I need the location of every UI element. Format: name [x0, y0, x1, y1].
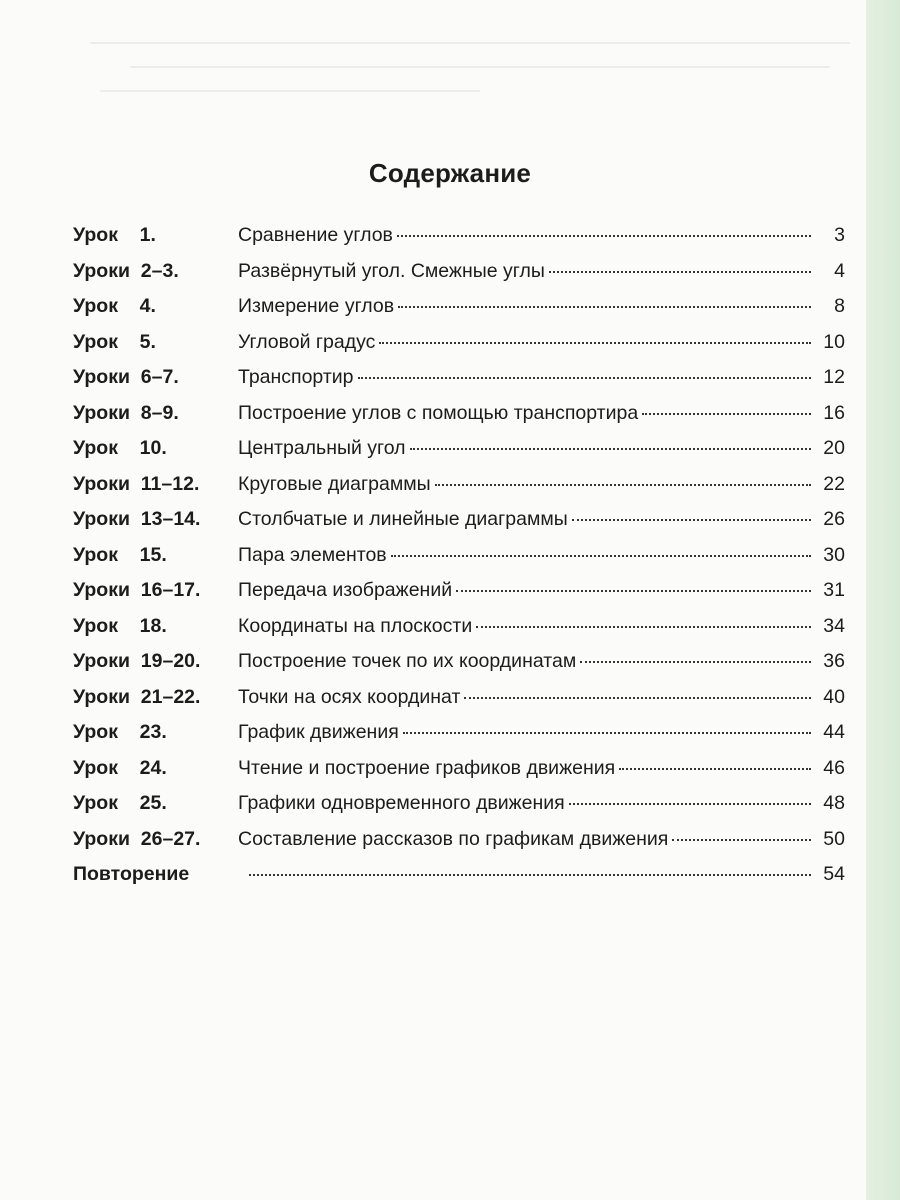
bleed-through-text	[0, 20, 860, 130]
lesson-number: Урок 18.	[73, 614, 167, 637]
page-number: 36	[823, 650, 845, 672]
dot-leader	[464, 697, 811, 699]
toc-entry[interactable]	[73, 579, 845, 615]
lesson-number: Уроки 21–22.	[73, 685, 201, 708]
page-number: 46	[823, 756, 845, 779]
dot-leader	[672, 839, 811, 841]
toc-entry[interactable]	[73, 721, 845, 757]
dot-leader	[456, 590, 811, 592]
lesson-topic-line	[238, 437, 817, 460]
lesson-number: Уроки 6–7.	[73, 366, 179, 388]
lesson-topic-line	[238, 473, 817, 496]
page-number: 44	[823, 721, 845, 743]
toc-entry[interactable]	[73, 437, 845, 473]
lesson-topic: Построение точек по их координатам	[238, 650, 577, 672]
toc-entry[interactable]	[73, 402, 845, 438]
lesson-topic-line	[238, 792, 817, 815]
toc-entry[interactable]	[73, 544, 845, 580]
lesson-number: Уроки 11–12.	[73, 472, 200, 495]
lesson-topic: Измерение углов	[238, 295, 395, 317]
toc-entry[interactable]	[73, 863, 845, 899]
lesson-topic-line	[238, 366, 817, 389]
lesson-topic: Точки на осях координат	[238, 685, 461, 708]
toc-entry[interactable]	[73, 473, 845, 509]
lesson-topic-line	[238, 757, 817, 780]
lesson-topic-line	[245, 878, 817, 880]
lesson-number: Урок 15.	[73, 543, 167, 566]
lesson-topic: Круговые диаграммы	[238, 472, 431, 495]
page-number: 40	[823, 685, 845, 708]
page-number: 16	[823, 401, 845, 424]
dot-leader	[476, 626, 811, 628]
lesson-number: Уроки 2–3.	[73, 259, 179, 282]
lesson-topic-line	[238, 579, 817, 602]
lesson-number: Уроки 13–14.	[73, 508, 201, 530]
dot-leader	[358, 377, 811, 379]
lesson-number: Урок 25.	[73, 792, 167, 814]
dot-leader	[397, 235, 811, 237]
lesson-topic-line	[238, 508, 817, 531]
toc-entry[interactable]	[73, 650, 845, 686]
lesson-topic-line	[238, 615, 817, 638]
toc-entry[interactable]	[73, 260, 845, 296]
page-number: 12	[823, 366, 845, 388]
toc-entry[interactable]	[73, 828, 845, 864]
toc-entry[interactable]	[73, 224, 845, 260]
lesson-topic: Центральный угол	[238, 437, 406, 459]
dot-leader	[398, 306, 811, 308]
lesson-number: Урок 5.	[73, 330, 156, 353]
lesson-topic: Развёрнутый угол. Смежные углы	[238, 259, 545, 282]
dot-leader	[391, 555, 811, 557]
toc-entry[interactable]	[73, 331, 845, 367]
dot-leader	[619, 768, 811, 770]
lesson-topic-line	[238, 295, 817, 318]
page-number: 10	[823, 330, 845, 353]
lesson-number: Уроки 8–9.	[73, 401, 179, 424]
page-number: 20	[823, 437, 845, 459]
page-number: 31	[823, 579, 845, 601]
lesson-topic: Построение углов с помощью транспортира	[238, 401, 639, 424]
dot-leader	[249, 874, 811, 876]
dot-leader	[410, 448, 811, 450]
page-number: 26	[823, 508, 845, 530]
lesson-topic: Чтение и построение графиков движения	[238, 756, 616, 779]
dot-leader	[572, 519, 811, 521]
lesson-topic-line	[238, 721, 817, 744]
toc-entry[interactable]	[73, 757, 845, 793]
page-number: 22	[823, 472, 845, 495]
lesson-number: Повторение	[73, 863, 190, 885]
lesson-number: Урок 23.	[73, 721, 167, 743]
toc-entry[interactable]	[73, 792, 845, 828]
page-number: 30	[823, 543, 845, 566]
dot-leader	[435, 484, 811, 486]
toc-entry[interactable]	[73, 366, 845, 402]
page-number: 50	[823, 827, 845, 850]
lesson-number: Урок 4.	[73, 295, 156, 317]
lesson-number: Уроки 16–17.	[73, 579, 201, 601]
lesson-topic: Графики одновременного движения	[238, 792, 565, 814]
lesson-topic-line	[238, 331, 817, 354]
dot-leader	[580, 661, 811, 663]
dot-leader	[642, 413, 811, 415]
lesson-topic: Пара элементов	[238, 543, 387, 566]
lesson-topic-line	[238, 686, 817, 709]
lesson-topic-line	[238, 402, 817, 425]
page-number: 8	[834, 295, 845, 317]
lesson-topic: Координаты на плоскости	[238, 614, 473, 637]
toc-entry[interactable]	[73, 615, 845, 651]
lesson-topic-line	[238, 828, 817, 851]
lesson-topic: Составление рассказов по графикам движения	[238, 827, 669, 850]
lesson-topic: Сравнение углов	[238, 224, 393, 246]
lesson-number: Уроки 19–20.	[73, 650, 201, 672]
dot-leader	[549, 271, 811, 273]
lesson-topic: Угловой градус	[238, 330, 376, 353]
dot-leader	[569, 803, 811, 805]
lesson-topic: Передача изображений	[238, 579, 453, 601]
page-number: 34	[823, 614, 845, 637]
lesson-number: Урок 1.	[73, 224, 156, 246]
toc-entry[interactable]	[73, 686, 845, 722]
toc-entry[interactable]	[73, 508, 845, 544]
page-number: 4	[834, 259, 845, 282]
page-title: Содержание	[368, 158, 532, 188]
page-number: 54	[823, 863, 845, 885]
page-number: 3	[834, 224, 845, 246]
lesson-topic-line	[238, 260, 817, 283]
table-of-contents	[73, 224, 845, 899]
lesson-topic-line	[238, 650, 817, 673]
toc-entry[interactable]	[73, 295, 845, 331]
dot-leader	[379, 342, 811, 344]
lesson-number: Уроки 26–27.	[73, 827, 201, 850]
page-number: 48	[823, 792, 845, 814]
lesson-topic-line	[238, 544, 817, 567]
lesson-topic-line	[238, 224, 817, 247]
lesson-topic: Транспортир	[238, 366, 354, 388]
dot-leader	[403, 732, 811, 734]
lesson-topic: График движения	[238, 721, 399, 743]
lesson-topic: Столбчатые и линейные диаграммы	[238, 508, 568, 530]
lesson-number: Урок 24.	[73, 756, 167, 779]
lesson-number: Урок 10.	[73, 437, 167, 459]
